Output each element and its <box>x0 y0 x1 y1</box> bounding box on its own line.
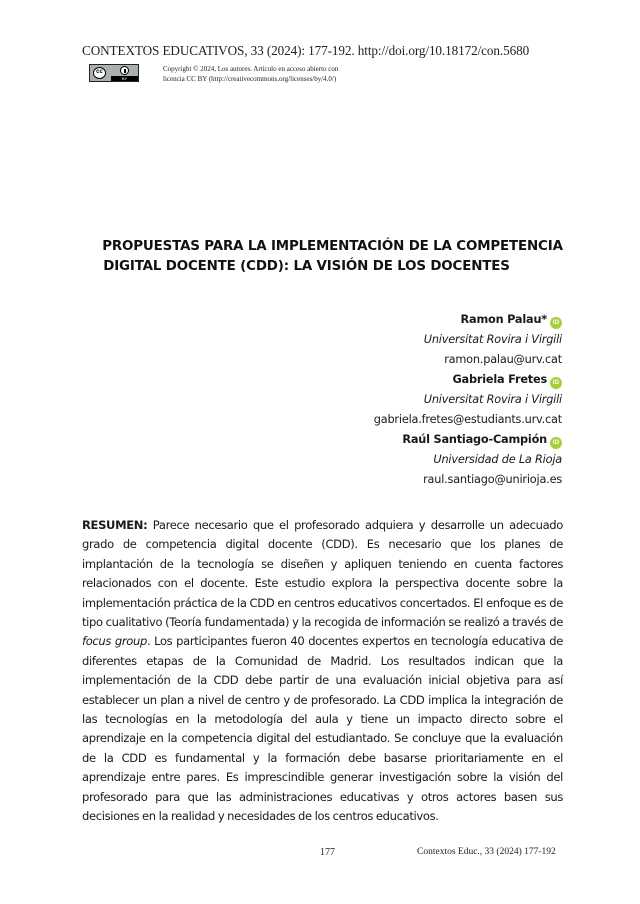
author-block-1 <box>424 309 562 370</box>
article-title-line-2: DIGITAL DOCENTE (CDD): LA VISIÓN DE LOS DOCENTES <box>103 259 510 274</box>
footer-journal-reference: Contextos Educ., 33 (2024) 177-192 <box>417 847 556 857</box>
author-name: Gabriela Fretes <box>452 373 547 386</box>
copyright-notice <box>163 64 338 84</box>
author-email[interactable]: gabriela.fretes@estudiants.urv.cat <box>373 413 562 426</box>
abstract-text-part-1: Parece necesario que el profesorado adquiera y desarrolle un adecuado grado de competencia digital docente (CDD). Es necesario que los planes de implantación de la tecnología se diseñen y apliquen teniendo en cuenta factores relacionados con el docente. Este estudio explora la perspectiva docente sobre la implementación práctica de la CDD en centros educativos concertados. El enfoque es de tipo cualitativo (Teoría fundamentada) y la recogida de información se realizó a través de <box>82 518 563 630</box>
author-affiliation: Universitat Rovira i Virgili <box>423 333 562 346</box>
orcid-icon[interactable]: iD <box>550 377 562 389</box>
creative-commons-by-icon[interactable] <box>89 64 139 82</box>
abstract-text-italic: focus group <box>82 634 147 649</box>
author-name: Ramon Palau* <box>460 313 547 326</box>
cc-logo-icon: cc <box>93 67 106 79</box>
author-email[interactable]: raul.santiago@unirioja.es <box>423 473 562 486</box>
abstract-paragraph <box>82 516 563 827</box>
author-affiliation: Universitat Rovira i Virgili <box>423 393 562 406</box>
copyright-line-1: Copyright © 2024, Los autores. Artículo en acceso abierto con <box>163 65 339 73</box>
author-block-2 <box>374 369 562 430</box>
author-name: Raúl Santiago-Campión <box>402 433 547 446</box>
article-title-line-1: PROPUESTAS PARA LA IMPLEMENTACIÓN DE LA COMPETENCIA <box>102 239 563 254</box>
attribution-person-icon <box>120 66 129 75</box>
page-number: 177 <box>320 847 335 858</box>
abstract-label: RESUMEN: <box>82 518 148 532</box>
article-title <box>0 237 640 277</box>
abstract-text-part-2: . Los participantes fueron 40 docentes expertos en tecnología educativa de diferentes etapas de la Comunidad de Madrid. Los resultados indican que la implementación de la CDD debe partir de una evaluación inicial objetiva para así establecer un plan a nivel de centro y de profesorado. La CDD implica la integración de las tecnologías en la metodología del aula y tiene un impacto directo sobre el aprendizaje en la competencia digital del estudiantado. Se concluye que la evaluación de la CDD es fundamental y la formación debe basarse prioritariamente en el aprendizaje entre pares. Es imprescindible generar investigación sobre la visión del profesorado para que las administraciones educativas y otros actores basen sus decisiones en la realidad y necesidades de los centros educativos. <box>82 634 563 824</box>
author-email[interactable]: ramon.palau@urv.cat <box>444 353 562 366</box>
author-block-3 <box>402 429 562 490</box>
by-label: BY <box>111 76 138 81</box>
orcid-icon[interactable]: iD <box>550 437 562 449</box>
author-affiliation: Universidad de La Rioja <box>433 453 562 466</box>
journal-citation-header: CONTEXTOS EDUCATIVOS, 33 (2024): 177-192. http://doi.org/10.18172/con.5680 <box>82 43 530 58</box>
orcid-icon[interactable]: iD <box>550 317 562 329</box>
copyright-line-2[interactable]: licencia CC BY (http://creativecommons.org/licenses/by/4.0/) <box>163 75 337 83</box>
